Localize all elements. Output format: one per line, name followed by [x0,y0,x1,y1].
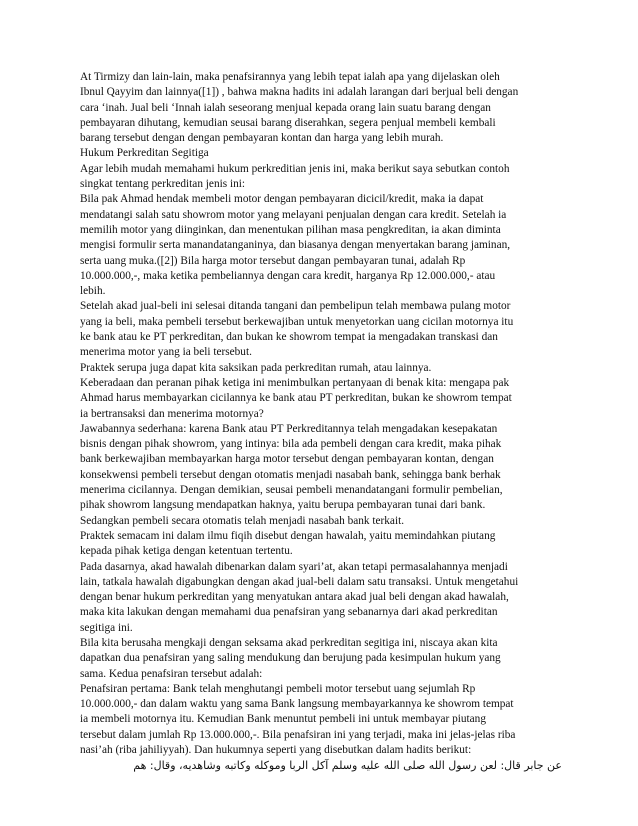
text-line: tersebut dalam jumlah Rp 13.000.000,-. Bila penafsiran ini yang terjadi, maka ini jelas-jelas riba [80,728,516,741]
text-line: dengan benar hukum perkreditan yang menyatukan antara akad jual beli dengan akad hawalah, [80,591,509,604]
text-line: barang tersebut dengan dengan pembayaran kontan dan harga yang lebih murah. [80,132,444,145]
text-line: Keberadaan dan peranan pihak ketiga ini menimbulkan pertanyaan di benak kita: mengapa pak [80,376,510,389]
text-line: nasi’ah (riba jahiliyyah). Dan hukumnya seperti yang disebutkan dalam hadits berikut: [80,744,472,757]
text-line: kepada pihak ketiga dengan ketentuan tertentu. [80,545,293,558]
text-line: bisnis dengan pihak showrom, yang intinya: bila ada pembeli dengan cara kredit, maka pihak [80,438,502,451]
text-line: lebih. [80,285,106,298]
text-line: ia bertransaksi dan menerima motornya? [80,407,264,420]
text-line: singkat tentang perkreditan jenis ini: [80,178,246,191]
text-line: 10.000.000,- dan dalam waktu yang sama Bank langsung membayarkannya ke showrom tempat [80,698,514,711]
text-line: pihak showrom langsung mendapatkan haknya, yaitu berupa pembayaran tunai dari bank. [80,499,486,512]
text-line: 10.000.000,-, maka ketika pembeliannya dengan cara kredit, harganya Rp 12.000.000,- atau [80,269,496,282]
text-line: cara ‘inah. Jual beli ‘Innah ialah seseorang menjual kepada orang lain suatu barang dengan [80,101,491,114]
text-line: Hukum Perkreditan Segitiga [80,147,209,160]
text-line: bank berkewajiban membayarkan harga motor tersebut dengan pembayaran kontan, dengan [80,453,494,466]
text-line: menerima motor yang ia beli tersebut. [80,346,252,359]
text-line: Bila kita berusaha mengkaji dengan seksama akad perkreditan segitiga ini, niscaya akan kita [80,636,498,649]
text-line: Setelah akad jual-beli ini selesai ditanda tangani dan pembelipun telah membawa pulang motor [80,300,511,313]
document-body [80,70,570,758]
text-line: Agar lebih mudah memahami hukum perkreditian jenis ini, maka berikut saya sebutkan contoh [80,162,510,175]
text-line: Jawabannya sederhana: karena Bank atau PT Perkreditannya telah mengadakan kesepakatan [80,422,498,435]
text-line: ia membeli motornya itu. Kemudian Bank menuntut pembeli ini untuk membayar piutang [80,713,486,726]
text-line: segitiga ini. [80,621,133,634]
text-line: memilih motor yang diinginkan, dan menentukan pilihan masa pengkreditan, ia akan diminta [80,223,501,236]
text-line: At Tirmizy dan lain-lain, maka penafsirannya yang lebih tepat ialah apa yang dijelaskan oleh [80,71,500,83]
text-line: maka kita lakukan dengan memahami dua penafsiran yang sebanarnya dari akad perkreditan [80,606,498,619]
text-line: Ibnul Qayyim dan lainnya([1]) , bahwa makna hadits ini adalah larangan dari berjual beli dengan [80,86,519,99]
text-line: Ahmad harus membayarkan cicilannya ke bank atau PT perkreditan, bukan ke showrom tempat [80,392,512,405]
text-line: dapatkan dua penafsiran yang saling mendukung dan berujung pada kesimpulan hukum yang [80,652,501,665]
text-line: mengisi formulir serta manandatanganinya, dan biasanya dengan menyertakan barang jaminan, [80,239,511,252]
document-page [80,70,570,774]
text-line: yang ia beli, maka pembeli tersebut berkewajiban untuk menyetorkan uang cicilan motornya itu [80,315,514,328]
text-line: Pada dasarnya, akad hawalah dibenarkan dalam syari’at, akan tetapi permasalahannya menjadi [80,560,508,573]
text-line: menerima cicilannya. Dengan demikian, seusai pembeli menandatangani formulir pembelian, [80,484,503,497]
text-line: Praktek semacam ini dalam ilmu fiqih disebut dengan hawalah, yaitu memindahkan piutang [80,529,496,542]
text-line: lain, tatkala hawalah digabungkan dengan akad jual-beli dalam satu transaksi. Untuk mengetahui [80,575,519,588]
text-line: Bila pak Ahmad hendak membeli motor dengan pembayaran dicicil/kredit, maka ia dapat [80,193,484,206]
text-line: ke bank atau ke PT perkreditan, dan bukan ke showrom tempat ia mengadakan transkasi dan [80,331,498,344]
text-line: serta uang muka.([2]) Bila harga motor tersebut dangan pembayaran tunai, adalah Rp [80,254,466,267]
text-line: Sedangkan pembeli secara otomatis telah menjadi nasabah bank terkait. [80,514,405,527]
text-line: mendatangi salah satu showrom motor yang melayani penjualan dengan cara kredit. Setelah ia [80,208,507,221]
text-line: Praktek serupa juga dapat kita saksikan pada perkreditan rumah, atau lainnya. [80,361,432,374]
text-line: sama. Kedua penafsiran tersebut adalah: [80,667,263,680]
text-line: Penafsiran pertama: Bank telah menghutangi pembeli motor tersebut uang sejumlah Rp [80,682,476,695]
text-line: konsekwensi pembeli tersebut dengan otomatis menjadi nasabah bank, sehingga bank berhak [80,468,501,481]
arabic-hadith-line: عن جابر قال: لعن رسول الله صلى الله عليه وسلم آكل الربا وموكله وكاتبه وشاهديه، وقال: هم [133,759,562,773]
text-line: pembayaran dihutang, kemudian seusai barang diserahkan, segera penjual membeli kembali [80,116,496,129]
